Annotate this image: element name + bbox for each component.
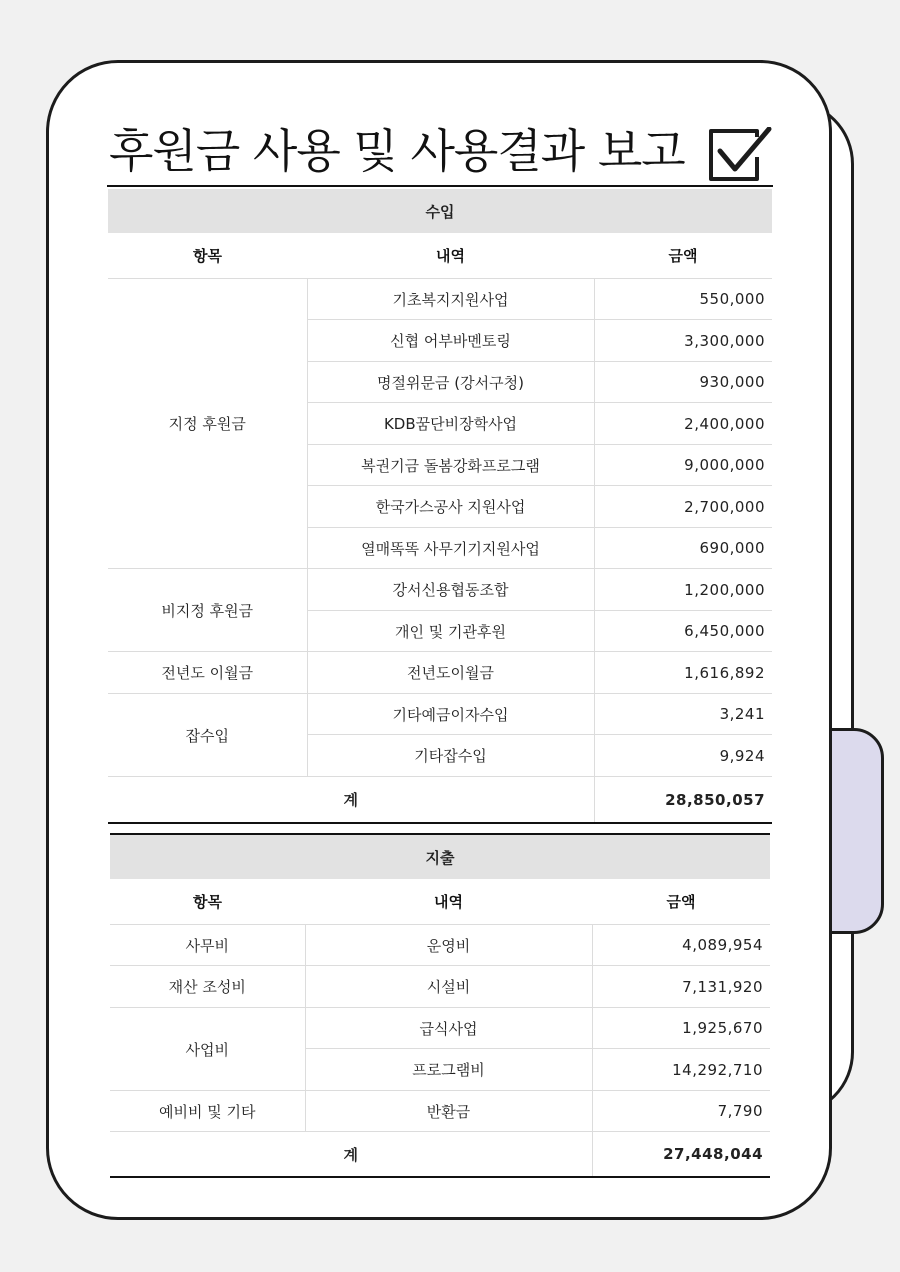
expense-section-header [110,834,770,879]
report-sheet [46,60,832,1220]
total-label: 계 [110,1132,592,1178]
table-row [110,966,770,1008]
income-section-label: 수입 [108,189,772,233]
header-amount: 금액 [594,233,772,279]
table-row [110,1091,770,1132]
header-amount: 금액 [592,879,770,925]
amount-cell: 1,616,892 [594,652,772,694]
total-amount: 27,448,044 [592,1132,770,1178]
table-row [108,694,772,735]
header-detail: 내역 [305,879,592,925]
detail-cell: 반환금 [305,1091,592,1132]
amount-cell: 14,292,710 [592,1049,770,1091]
detail-cell: 기타예금이자수입 [307,694,594,735]
header-category: 항목 [108,233,307,279]
detail-cell: 전년도이월금 [307,652,594,694]
amount-cell: 1,925,670 [592,1008,770,1049]
detail-cell: 프로그램비 [305,1049,592,1091]
total-label: 계 [108,777,594,824]
category-cell: 사무비 [110,925,305,966]
expense-total-row [110,1132,770,1178]
detail-cell: 복권기금 돌봄강화프로그램 [307,445,594,486]
amount-cell: 2,400,000 [594,403,772,445]
income-total-row [108,777,772,824]
amount-cell: 3,241 [594,694,772,735]
detail-cell: 개인 및 기관후원 [307,611,594,652]
income-column-headers [108,233,772,279]
detail-cell: 시설비 [305,966,592,1008]
amount-cell: 2,700,000 [594,486,772,528]
expense-table [110,833,770,1178]
title-divider [107,185,773,187]
category-cell: 전년도 이월금 [108,652,307,694]
detail-cell: 운영비 [305,925,592,966]
detail-cell: 명절위문금 (강서구청) [307,362,594,403]
amount-cell: 9,924 [594,735,772,777]
detail-cell: 기타잡수입 [307,735,594,777]
table-row [110,925,770,966]
amount-cell: 4,089,954 [592,925,770,966]
table-row [108,279,772,320]
table-row [108,569,772,611]
amount-cell: 9,000,000 [594,445,772,486]
detail-cell: 신협 어부바멘토링 [307,320,594,362]
detail-cell: 기초복지지원사업 [307,279,594,320]
table-row [110,1008,770,1049]
header-detail: 내역 [307,233,594,279]
header-category: 항목 [110,879,305,925]
detail-cell: 급식사업 [305,1008,592,1049]
category-cell: 지정 후원금 [108,279,307,569]
amount-cell: 930,000 [594,362,772,403]
detail-cell: 열매똑똑 사무기기지원사업 [307,528,594,569]
detail-cell: 한국가스공사 지원사업 [307,486,594,528]
page-title: 후원금 사용 및 사용결과 보고 [109,124,685,178]
category-cell: 사업비 [110,1008,305,1091]
amount-cell: 690,000 [594,528,772,569]
table-row [108,652,772,694]
total-amount: 28,850,057 [594,777,772,824]
income-section-header [108,189,772,233]
checkbox-check-icon [707,127,773,183]
expense-column-headers [110,879,770,925]
income-table [108,189,772,824]
category-cell: 잡수입 [108,694,307,777]
amount-cell: 6,450,000 [594,611,772,652]
category-cell: 예비비 및 기타 [110,1091,305,1132]
category-cell: 재산 조성비 [110,966,305,1008]
detail-cell: KDB꿈단비장학사업 [307,403,594,445]
amount-cell: 7,131,920 [592,966,770,1008]
amount-cell: 1,200,000 [594,569,772,611]
expense-section-label: 지출 [110,834,770,879]
category-cell: 비지정 후원금 [108,569,307,652]
amount-cell: 7,790 [592,1091,770,1132]
amount-cell: 550,000 [594,279,772,320]
amount-cell: 3,300,000 [594,320,772,362]
detail-cell: 강서신용협동조합 [307,569,594,611]
